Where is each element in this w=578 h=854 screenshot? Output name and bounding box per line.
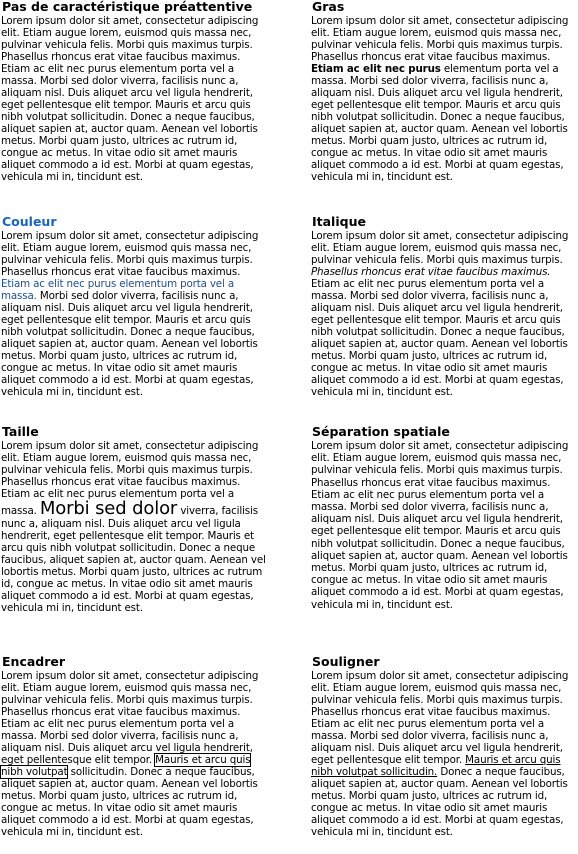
paragraph-text: Lorem ipsum dolor sit amet, consectetur adipiscing elit. Etiam augue lorem, euismod quis massa nec, pulvinar vehicula felis. Morbi quis maximus turpis. Phasellus rhoncus erat vitae faucibus maximus. Etiam ac elit nec purus elementum porta vel a massa. Morbi sed dolor viverra, facilisis nunc a, aliquam nisl. Duis aliquet arcu vel ligula hendrerit, eget pellentesque elit tempor.: [1, 670, 259, 766]
paragraph-text: elementum porta vel a massa. Morbi sed dolor viverra, facilisis nunc a, aliquam nisl. Duis aliquet arcu vel ligula hendrerit, eget pellentesque elit tempor. Mauris et arcu quis nibh volutpat sollicitudin. Donec a neque faucibus, aliquet sapien at, auctor quam. Aenean vel lobortis metus. Morbi quam justo, ultrices ac rutrum id, congue ac metus. In vitae odio sit amet mauris aliquet commodo a id est. Morbi at quam egestas, vehicula mi in, tincidunt est.: [311, 63, 568, 183]
panel-size: [1, 425, 269, 614]
paragraph-text: Lorem ipsum dolor sit amet, consectetur adipiscing elit. Etiam augue lorem, euismod quis massa nec, pulvinar vehicula felis. Morbi quis maximus turpis. Phasellus rhoncus erat vitae faucibus maximus.: [311, 15, 569, 63]
panel-italic: [311, 215, 578, 398]
paragraph-text: Donec a neque faucibus, aliquet sapien at, auctor quam. Aenean vel lobortis metus. Morbi quam justo, ultrices ac rutrum id, congue ac metus. In vitae odio sit amet mauris aliquet commodo a id est. Morbi at quam egestas, vehicula mi in, tincidunt est.: [311, 766, 568, 838]
panel-title: Italique: [312, 214, 366, 229]
italic-highlight: Phasellus rhoncus erat vitae faucibus maximus.: [311, 266, 551, 278]
panel-title: Couleur: [2, 214, 57, 229]
panel-paragraph: [1, 670, 269, 838]
panel-paragraph: [311, 440, 578, 611]
paragraph-text: Lorem ipsum dolor sit amet, consectetur adipiscing elit. Etiam augue lorem, euismod quis massa nec, pulvinar vehicula felis. Morbi quis maximus turpis. Phasellus rhoncus erat vitae faucibus maximus.: [1, 230, 259, 278]
underlined-highlight: Mauris et arcu quis nibh volutpat sollicitudin.: [311, 754, 561, 778]
framed-highlight: Mauris et arcu quis nibh volutpat: [1, 754, 251, 778]
panel-title: Souligner: [312, 654, 380, 669]
panel-paragraph: [1, 15, 269, 183]
panel-title: Gras: [312, 0, 345, 14]
paragraph-text: Lorem ipsum dolor sit amet, consectetur adipiscing elit. Etiam augue lorem, euismod quis massa nec, pulvinar vehicula felis. Morbi quis maximus turpis. Phasellus rhoncus erat vitae faucibus maximus. Etiam ac elit nec purus elementum porta vel a massa. Morbi sed dolor viverra, facilisis nunc a, aliquam nisl. Duis aliquet arcu vel ligula hendrerit, eget pellentesque elit tempor. Mauris et arcu quis nibh volutpat sollicitudin. Donec a neque faucibus, aliquet sapien at, auctor quam. Aenean vel lobortis metus. Morbi quam justo, ultrices ac rutrum id, congue ac metus. In vitae odio sit amet mauris aliquet commodo a id est. Morbi at quam egestas, vehicula mi in, tincidunt est.: [1, 15, 259, 183]
panel-title: Séparation spatiale: [312, 424, 450, 439]
panel-paragraph: [1, 230, 269, 398]
panel-title: Pas de caractéristique préattentive: [2, 0, 253, 14]
panel-paragraph: [311, 230, 578, 398]
paragraph-text: Lorem ipsum dolor sit amet, consectetur adipiscing elit. Etiam augue lorem, euismod quis massa nec, pulvinar vehicula felis. Morbi quis maximus turpis. Phasellus rhoncus erat vitae faucibus maximus. Etiam ac elit nec purus elementum porta vel a massa.: [1, 440, 259, 517]
paragraph-text: Morbi sed dolor viverra, facilisis nunc a, aliquam nisl. Duis aliquet arcu vel ligula hendrerit, eget pellentesque elit tempor. Mauris et arcu quis nibh volutpat sollicitudin. Donec a neque faucibus, aliquet sapien at, auctor quam. Aenean vel lobortis metus. Morbi quam justo, ultrices ac rutrum id, congue ac metus. In vitae odio sit amet mauris aliquet commodo a id est. Morbi at quam egestas, vehicula mi in, tincidunt est.: [1, 290, 258, 398]
panel-frame: [1, 655, 269, 838]
panel-paragraph: [1, 440, 269, 614]
bold-highlight: Etiam ac elit nec purus: [311, 63, 441, 75]
paragraph-text: Etiam ac elit nec purus elementum porta vel a massa. Morbi sed dolor viverra, facilisis nunc a, aliquam nisl. Duis aliquet arcu vel ligula hendrerit, eget pellentesque elit tempor. Mauris et arcu quis nibh volutpat sollicitudin. Donec a neque faucibus, aliquet sapien at, auctor quam. Aenean vel lobortis metus. Morbi quam justo, ultrices ac rutrum id, congue ac metus. In vitae odio sit amet mauris aliquet commodo a id est. Morbi at quam egestas, vehicula mi in, tincidunt est.: [311, 278, 568, 398]
paragraph-text: Lorem ipsum dolor sit amet, consectetur adipiscing elit. Etiam augue lorem, euismod quis massa nec, pulvinar vehicula felis. Morbi quis maximus turpis. Phasellus rhoncus erat vitae faucibus maximus. Etiam ac elit nec purus elementum porta vel a massa. Morbi sed dolor viverra, facilisis nunc a, aliquam nisl. Duis aliquet arcu vel ligula hendrerit, eget pellentesque elit tempor. Mauris et arcu quis nibh volutpat sollicitudin. Donec a neque faucibus, aliquet sapien at, auctor quam. Aenean vel lobortis metus. Morbi quam justo, ultrices ac rutrum id, congue ac metus. In vitae odio sit amet mauris aliquet commodo a id est. Morbi at quam egestas, vehicula mi in, tincidunt est.: [311, 440, 569, 611]
paragraph-text: sollicitudin. Donec a neque faucibus, aliquet sapien at, auctor quam. Aenean vel lobortis metus. Morbi quam justo, ultrices ac rutrum id, congue ac metus. In vitae odio sit amet mauris aliquet commodo a id est. Morbi at quam egestas, vehicula mi in, tincidunt est.: [1, 766, 258, 838]
panel-paragraph: [311, 670, 578, 838]
paragraph-text: Lorem ipsum dolor sit amet, consectetur adipiscing elit. Etiam augue lorem, euismod quis massa nec, pulvinar vehicula felis. Morbi quis maximus turpis.: [311, 230, 569, 266]
color-highlight: Etiam ac elit nec purus elementum porta vel a massa.: [1, 278, 234, 302]
panel-bold: [311, 0, 578, 183]
panel-paragraph: [311, 15, 578, 183]
panel-title: Taille: [2, 424, 39, 439]
size-highlight: Morbi sed dolor: [39, 498, 178, 519]
panel-no-feature: [1, 0, 269, 183]
panel-spatial-separation: [311, 425, 578, 611]
panel-color: [1, 215, 269, 398]
panel-title: Encadrer: [2, 654, 66, 669]
paragraph-text: viverra, facilisis nunc a, aliquam nisl. Duis aliquet arcu vel ligula hendrerit, eget pellentesque elit tempor. Mauris et arcu quis nibh volutpat sollicitudin. Donec a neque faucibus, aliquet sapien at, auctor quam. Aenean vel lobortis metus. Morbi quam justo, ultrices ac rutrum id, congue ac metus. In vitae odio sit amet mauris aliquet commodo a id est. Morbi at quam egestas, vehicula mi in, tincidunt est.: [1, 505, 266, 614]
paragraph-text: Lorem ipsum dolor sit amet, consectetur adipiscing elit. Etiam augue lorem, euismod quis massa nec, pulvinar vehicula felis. Morbi quis maximus turpis. Phasellus rhoncus erat vitae faucibus maximus. Etiam ac elit nec purus elementum porta vel a massa. Morbi sed dolor viverra, facilisis nunc a, aliquam nisl. Duis aliquet arcu vel ligula hendrerit, eget pellentesque elit tempor.: [311, 670, 569, 766]
panel-underline: [311, 655, 578, 838]
